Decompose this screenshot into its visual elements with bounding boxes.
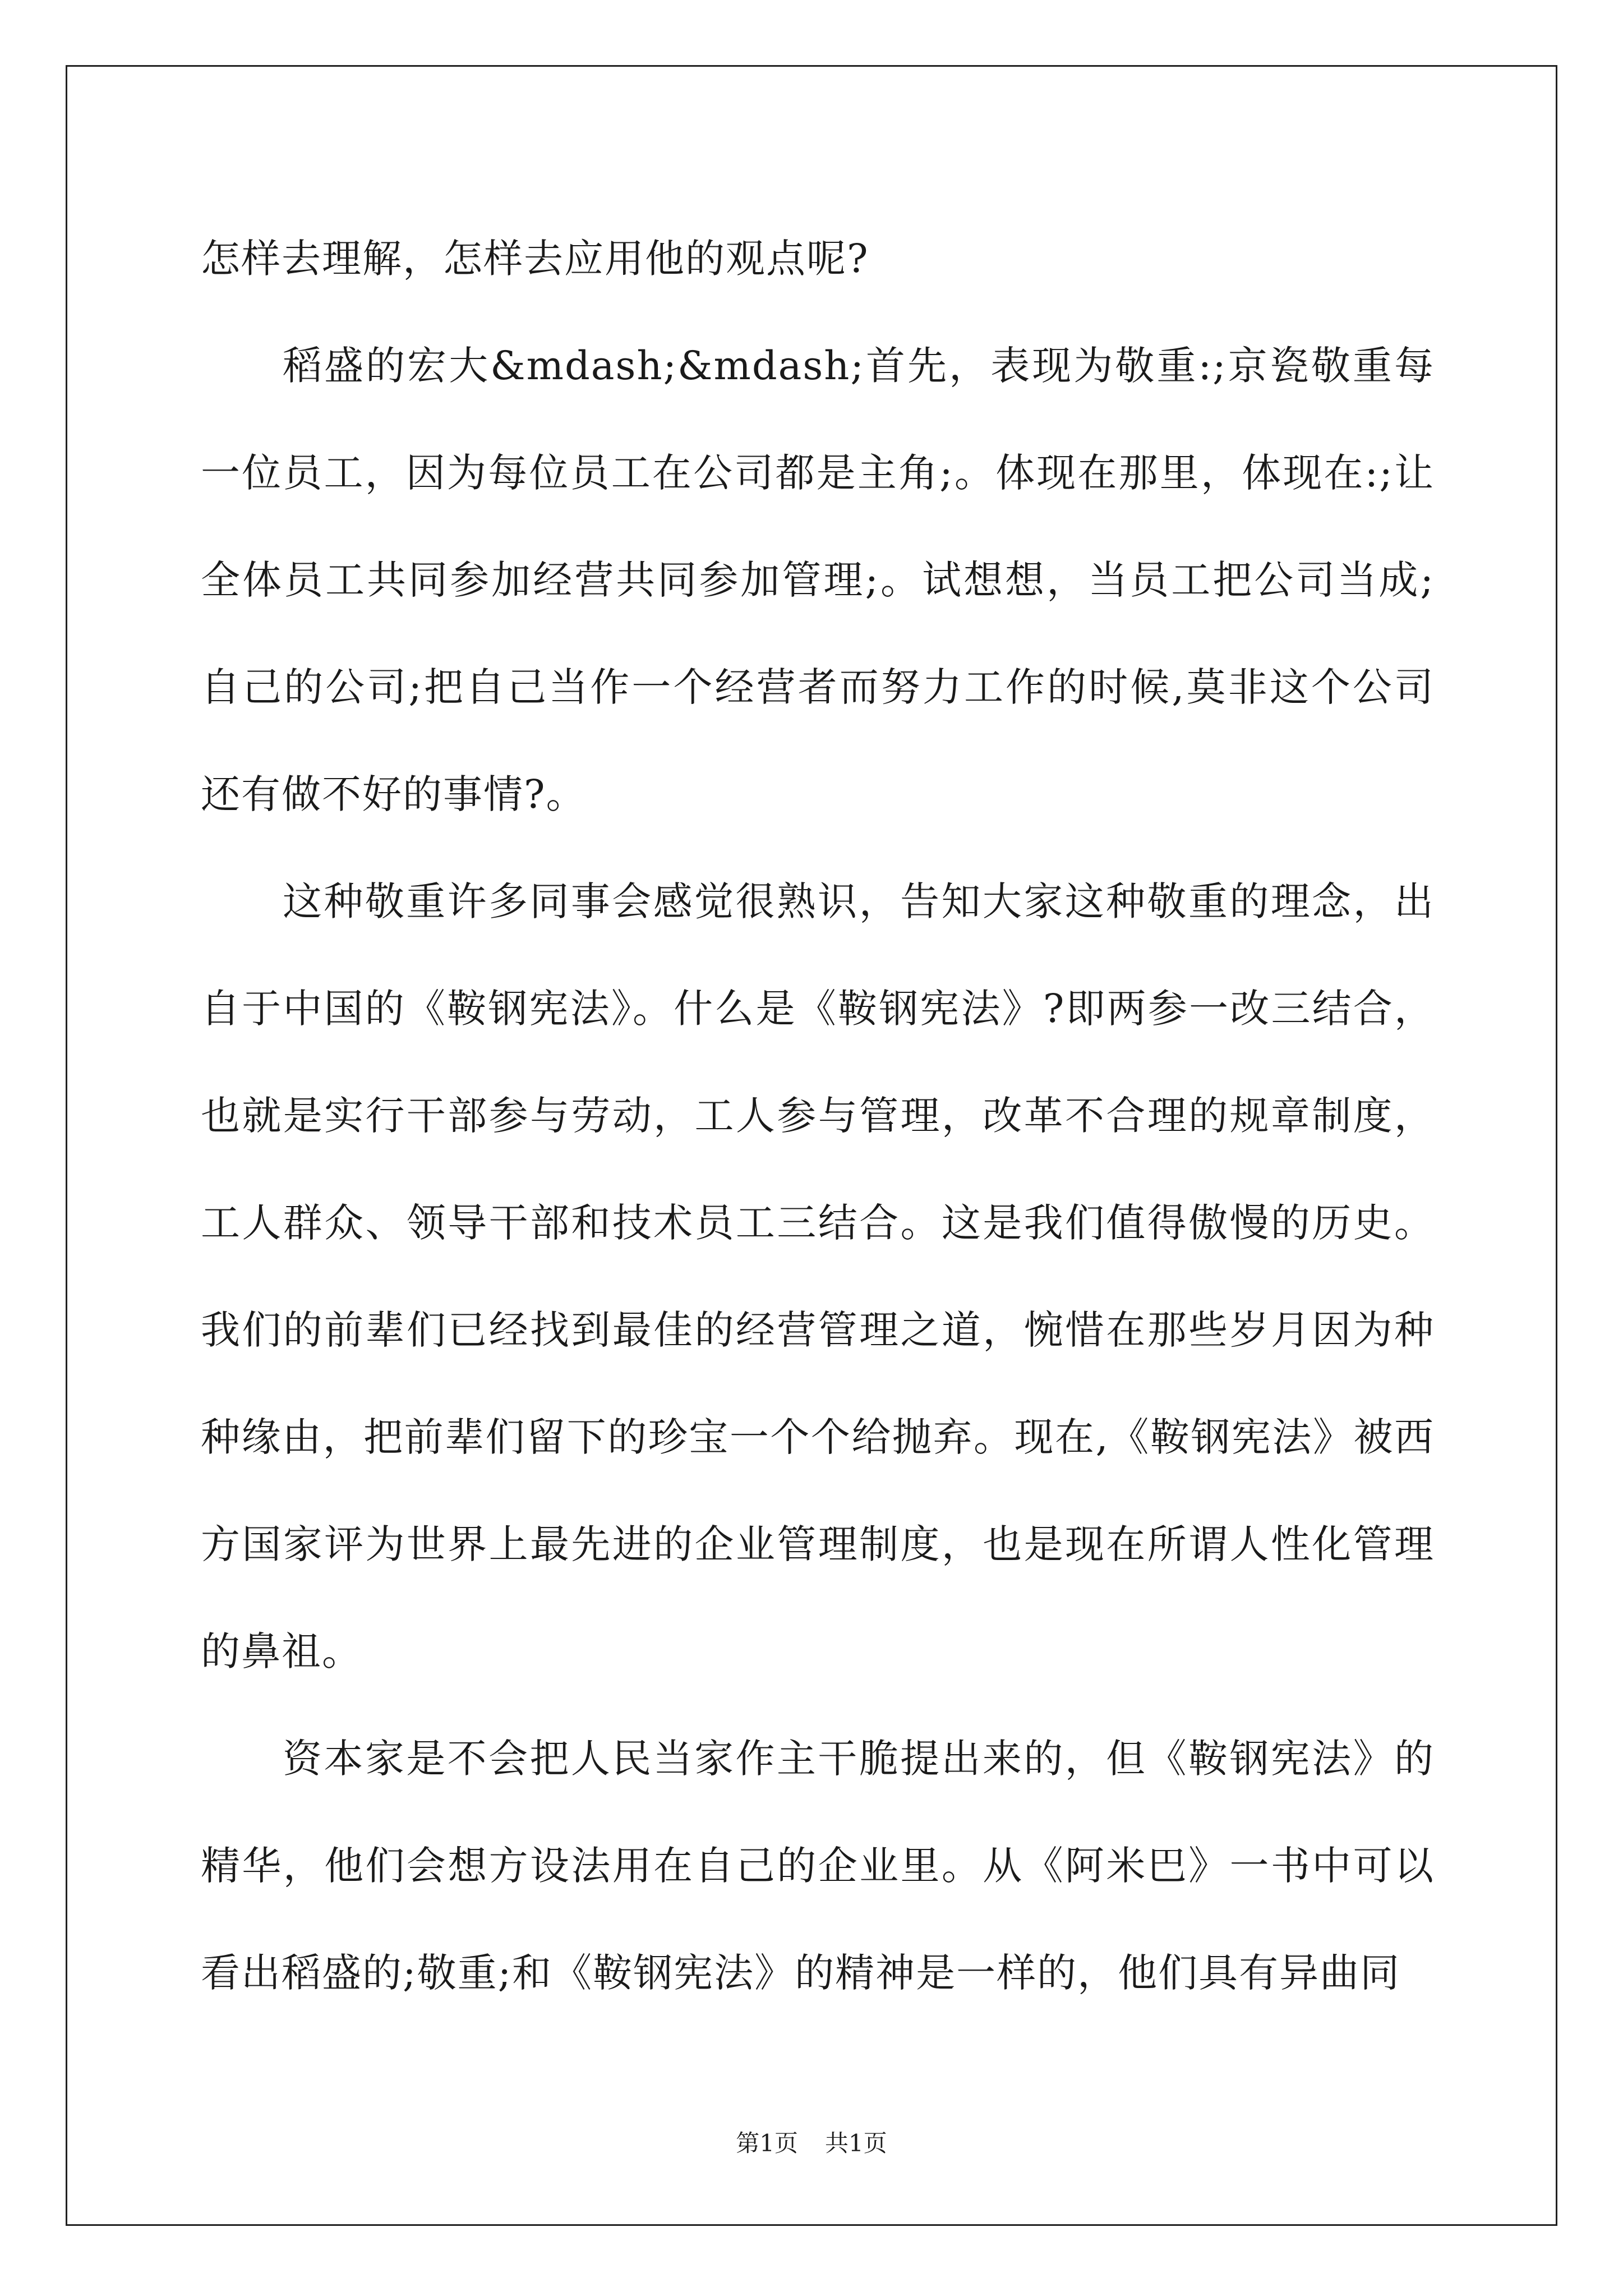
paragraph-capitalists: 资本家是不会把人民当家作主干脆提出来的，但《鞍钢宪法》的精华，他们会想方设法用在自己的企业里。从《阿米巴》一书中可以看出稻盛的;敬重;和《鞍钢宪法》的精神是一样的，他们具有异曲同 xyxy=(201,1736,1435,1996)
paragraph-continuation: 怎样去理解，怎样去应用他的观点呢? xyxy=(201,236,869,282)
page-total: 共1页 xyxy=(825,2129,887,2157)
paragraph-angang-constitution: 这种敬重许多同事会感觉很熟识，告知大家这种敬重的理念，出自于中国的《鞍钢宪法》。什么是《鞍钢宪法》?即两参一改三结合，也就是实行干部参与劳动，工人参与管理，改革不合理的规章制度，工人群众、领导干部和技术员工三结合。这是我们值得傲慢的历史。我们的前辈们已经找到最佳的经营管理之道，惋惜在那些岁月因为种种缘由，把前辈们留下的珍宝一个个给抛弃。现在,《鞍钢宪法》被西方国家评为世界上最先进的企业管理制度，也是现在所谓人性化管理的鼻祖。 xyxy=(201,878,1435,1674)
document-body xyxy=(201,205,1435,2027)
page-number: 第1页 xyxy=(736,2129,798,2157)
page-footer xyxy=(0,2125,1623,2159)
paragraph-respect: 稻盛的宏大&mdash;&mdash;首先，表现为敬重:;京瓷敬重每一位员工，因为每位员工在公司都是主角;。体现在那里，体现在:;让全体员工共同参加经营共同参加管理;。试想想，当员工把公司当成;自己的公司;把自己当作一个经营者而努力工作的时候,莫非这个公司还有做不好的事情?。 xyxy=(201,343,1435,817)
